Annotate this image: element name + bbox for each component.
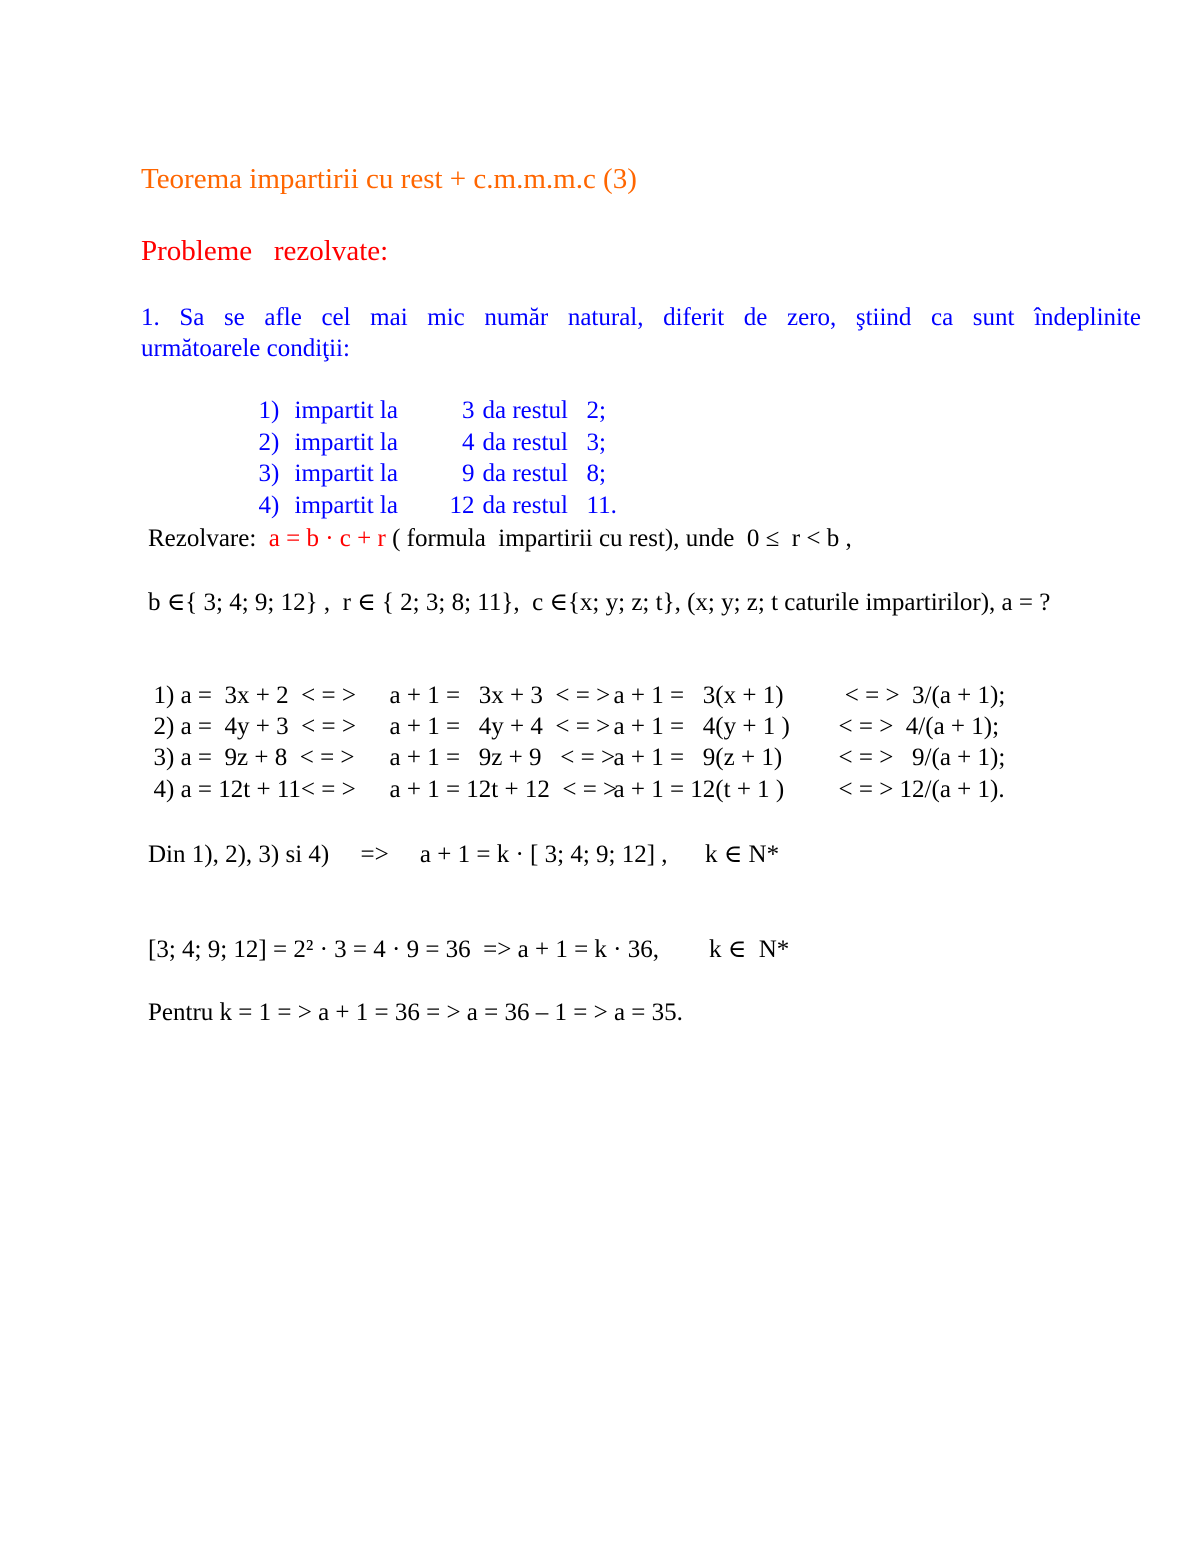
equation-part: 1) a = 3x + 2 < = > xyxy=(153,682,363,709)
page-title: Teorema impartirii cu rest + c.m.m.m.c (3) xyxy=(141,163,637,195)
equation-part: a + 1 = 9(z + 1) xyxy=(613,744,789,771)
condition-text: impartit la xyxy=(294,460,398,487)
condition-divisor: 9 xyxy=(462,460,475,487)
condition-remainder: 3; xyxy=(586,429,606,456)
condition-text: da restul xyxy=(482,460,568,487)
equation-row-4 xyxy=(141,745,1039,805)
condition-remainder: 8; xyxy=(586,460,606,487)
equation-part: a + 1 = 12t + 12 < = > xyxy=(389,776,624,803)
division-formula: a = b · c + r xyxy=(268,525,386,552)
equation-part: a + 1 = 4y + 4 < = > xyxy=(389,713,617,740)
equation-part: a + 1 = 4(y + 1 ) xyxy=(613,713,797,740)
conclusion-line: Din 1), 2), 3) si 4) => a + 1 = k · [ 3; 4; 9; 12] , k ∈ N* xyxy=(148,841,780,868)
condition-number: 1) xyxy=(258,397,280,424)
result-line: Pentru k = 1 = > a + 1 = 36 = > a = 36 – 1 = > a = 35. xyxy=(148,999,683,1026)
equation-part: 2) a = 4y + 3 < = > xyxy=(153,713,363,740)
condition-divisor: 3 xyxy=(462,397,475,424)
condition-text: impartit la xyxy=(294,492,398,519)
condition-remainder: 11. xyxy=(586,492,617,519)
condition-number: 2) xyxy=(258,429,280,456)
condition-divisor: 4 xyxy=(462,429,475,456)
lcm-line: [3; 4; 9; 12] = 2² · 3 = 4 · 9 = 36 => a + 1 = k · 36, k ∈ N* xyxy=(148,936,790,963)
equation-part: 4) a = 12t + 11< = > xyxy=(153,776,362,803)
equation-part: < = > 9/(a + 1); xyxy=(838,744,1006,771)
condition-text: da restul xyxy=(482,429,568,456)
equation-part: < = > 12/(a + 1). xyxy=(838,776,1005,803)
sets-line: b ∈{ 3; 4; 9; 12} , r ∈ { 2; 3; 8; 11}, c ∈{x; y; z; t}, (x; y; z; t caturile impartirilor), a = ? xyxy=(148,589,1051,616)
equation-part: a + 1 = 3x + 3 < = > xyxy=(389,682,617,709)
condition-number: 4) xyxy=(258,492,280,519)
condition-4 xyxy=(246,461,617,521)
condition-text: da restul xyxy=(482,492,568,519)
condition-number: 3) xyxy=(258,460,280,487)
equation-part: < = > 4/(a + 1); xyxy=(838,713,1000,740)
condition-text: impartit la xyxy=(294,429,398,456)
solution-formula-line xyxy=(148,524,852,554)
equation-part: 3) a = 9z + 8 < = > xyxy=(153,744,361,771)
condition-divisor: 12 xyxy=(449,492,475,519)
formula-explanation: ( formula impartirii cu rest), unde 0 ≤ r < b , xyxy=(385,525,852,552)
condition-text: da restul xyxy=(482,397,568,424)
problem-statement-continued: următoarele condiţii: xyxy=(141,335,350,362)
problem-statement: 1. Sa se afle cel mai mic număr natural, diferit de zero, ştiind ca sunt îndeplinite xyxy=(141,304,1141,331)
equation-part: a + 1 = 9z + 9 < = > xyxy=(389,744,622,771)
condition-remainder: 2; xyxy=(586,397,606,424)
section-heading: Probleme rezolvate: xyxy=(141,235,389,267)
equation-part: a + 1 = 3(x + 1) xyxy=(613,682,790,709)
equation-part: a + 1 = 12(t + 1 ) xyxy=(613,776,791,803)
condition-text: impartit la xyxy=(294,397,398,424)
equation-part: < = > 3/(a + 1); xyxy=(838,682,1006,709)
solution-label: Rezolvare: xyxy=(148,525,269,552)
